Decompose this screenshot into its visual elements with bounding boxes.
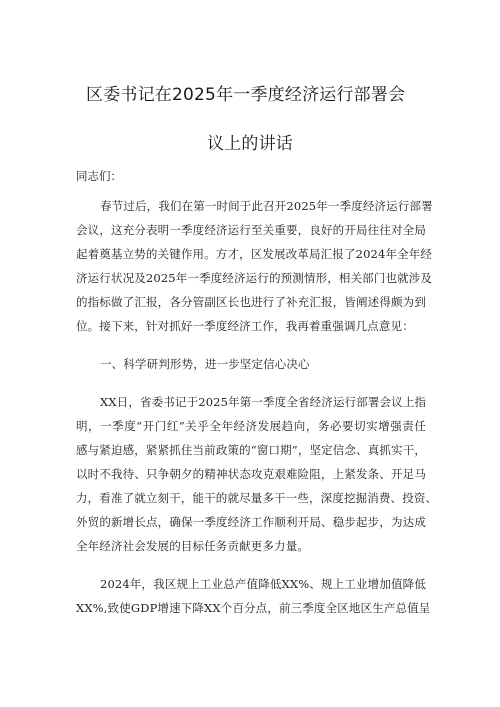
body-line: 全年经济社会发展的目标任务贡献更多力量。 [76, 539, 309, 553]
body-line: XX日，省委书记于2025年第一季度全省经济运行部署会议上指 [100, 395, 427, 409]
body-line: 感与紧迫感，紧紧抓住当前政策的“窗口期”，坚定信念、真抓实干， [76, 443, 426, 457]
salutation: 同志们： [76, 169, 122, 183]
body-line: 明，一季度“开门红”关乎全年经济发展趋向，务必要切实增强责任 [76, 419, 426, 433]
body-line: 外贸的新增长点，确保一季度经济工作顺利开局、稳步起步，为达成 [76, 515, 426, 529]
document-title-line-1: 区委书记在2025年一季度经济运行部署会 [86, 85, 406, 105]
body-line: 起着奠基立势的关键作用。方才，区发展改革局汇报了2024年全年经 [76, 247, 433, 261]
body-line: XX%,致使GDP增速下降XX个百分点，前三季度全区地区生产总值呈 [76, 601, 431, 615]
body-line: 以时不我待、只争朝夕的精神状态攻克艰难险阻，上紧发条、开足马 [76, 467, 426, 481]
body-line: 春节过后，我们在第一时间于此召开2025年一季度经济运行部署 [100, 199, 433, 213]
body-line: 会议，这充分表明一季度经济运行至关重要，良好的开局往往对全局 [76, 223, 426, 237]
body-line: 位。接下来，针对抓好一季度经济工作，我再着重强调几点意见： [76, 319, 414, 333]
body-line: 的指标做了汇报，各分管副区长也进行了补充汇报，皆阐述得颇为到 [76, 295, 426, 309]
document-title-line-2: 议上的讲话 [207, 134, 293, 154]
section-heading: 一、科学研判形势，进一步坚定信心决心 [100, 357, 310, 371]
body-line: 济运行状况及2025年一季度经济运行的预测情形，相关部门也就涉及 [76, 271, 433, 285]
body-line: 力，看准了就立刻干，能干的就尽量多干一些，深度挖掘消费、投资、 [76, 491, 438, 505]
body-line: 2024年，我区规上工业总产值降低XX%、规上工业增加值降低 [100, 577, 426, 591]
